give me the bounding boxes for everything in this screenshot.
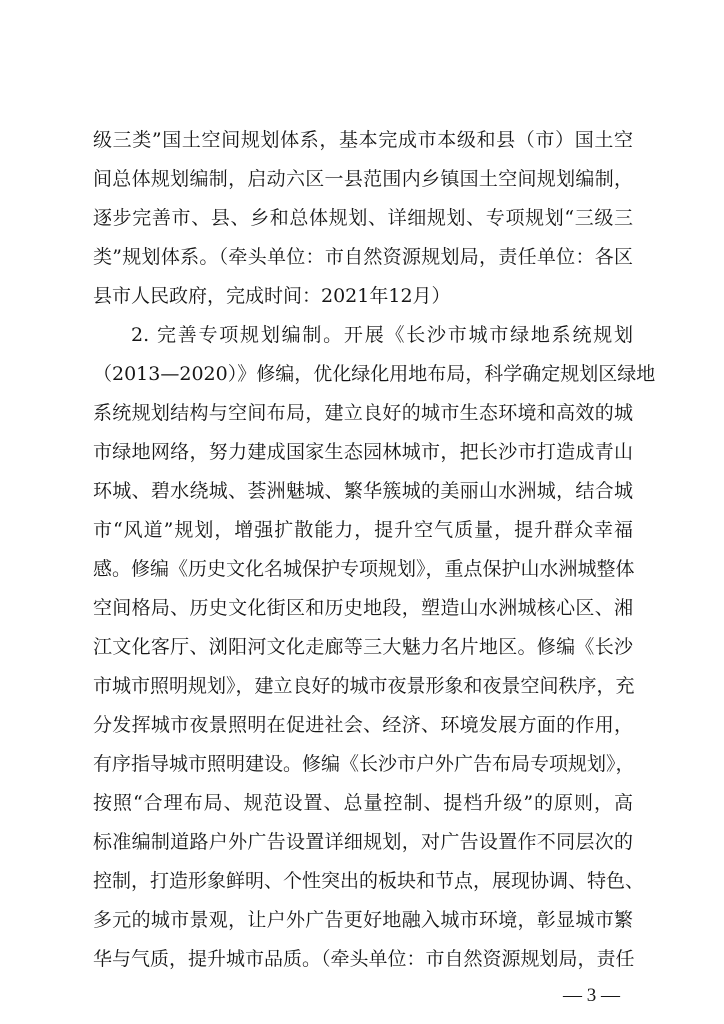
- text-line: 县市人民政府，完成时间：2021年12月）: [93, 285, 451, 307]
- text-line: 环城、碧水绕城、荟洲魅城、繁华簇城的美丽山水洲城，结合城: [93, 480, 633, 502]
- text-line: 市绿地网络，努力建成国家生态园林城市，把长沙市打造成青山: [93, 441, 633, 463]
- text-line: 市城市照明规划》，建立良好的城市夜景形象和夜景空间秩序，充: [93, 675, 635, 697]
- text-line: 有序指导城市照明建设。修编《长沙市户外广告布局专项规划》，: [93, 753, 635, 775]
- text-line: 华与气质，提升城市品质。（牵头单位：市自然资源规划局，责任: [93, 948, 635, 970]
- text-line: 逐步完善市、县、乡和总体规划、详细规划、专项规划“三级三: [93, 207, 633, 229]
- text-line: 间总体规划编制，启动六区一县范围内乡镇国土空间规划编制，: [93, 168, 633, 190]
- text-line: 标准编制道路户外广告设置详细规划，对广告设置作不同层次的: [93, 831, 633, 853]
- text-line: 空间格局、历史文化街区和历史地段，塑造山水洲城核心区、湘: [93, 597, 633, 619]
- text-line: 感。修编《历史文化名城保护专项规划》，重点保护山水洲城整体: [93, 558, 635, 580]
- text-line: 类”规划体系。（牵头单位：市自然资源规划局，责任单位：各区: [93, 246, 633, 268]
- text-line: 按照“合理布局、规范设置、总量控制、提档升级”的原则，高: [93, 792, 633, 814]
- text-line: 控制，打造形象鲜明、个性突出的板块和节点，展现协调、特色、: [93, 870, 645, 892]
- text-line: 江文化客厅、浏阳河文化走廊等三大魅力名片地区。修编《长沙: [93, 636, 633, 658]
- text-line: 级三类”国土空间规划体系，基本完成市本级和县（市）国土空: [93, 129, 633, 151]
- page-number: — 3 —: [563, 985, 620, 1006]
- text-line: 多元的城市景观，让户外广告更好地融入城市环境，彰显城市繁: [93, 909, 633, 931]
- text-line: （2013—2020）》修编，优化绿化用地布局，科学确定规划区绿地: [93, 363, 656, 385]
- text-line: 市“风道”规划，增强扩散能力，提升空气质量，提升群众幸福: [93, 519, 633, 541]
- paragraph-heading-line: 2. 完善专项规划编制。开展《长沙市城市绿地系统规划: [131, 324, 633, 346]
- text-line: 分发挥城市夜景照明在促进社会、经济、环境发展方面的作用，: [93, 714, 633, 736]
- text-line: 系统规划结构与空间布局，建立良好的城市生态环境和高效的城: [93, 402, 633, 424]
